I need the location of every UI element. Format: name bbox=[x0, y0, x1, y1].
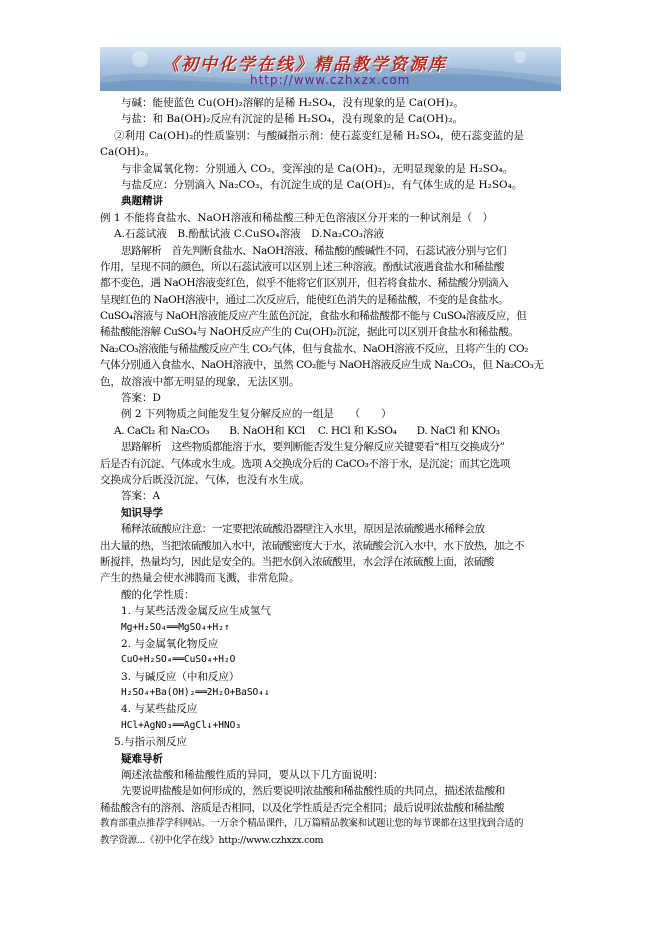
text-line: 稀盐酸含有的溶剂、溶质是否相同，以及化学性质是否完全相同；最后说明浓盐酸和稀盐酸 bbox=[100, 801, 504, 814]
text-line: 思路解析 首先判断食盐水、NaOH溶液、稀盐酸的酸碱性不同，石蕊试液分别与它们 bbox=[121, 244, 507, 257]
footer-line: 教育部重点推荐学科网站。一万余个精品课件，几万篇精品教案和试题让您的每节课都在这里找到合适的 bbox=[100, 818, 524, 830]
question-line: 例 2 下列物质之间能发生复分解反应的一组是 （ ） bbox=[121, 408, 392, 421]
text-line: 后是否有沉淀、气体或水生成。选项 A交换成分后的 CaCO₃不溶于水，是沉淀；而其它选项 bbox=[100, 457, 510, 470]
text-line: ②利用 Ca(OH)₂的性质鉴别：与酸碱指示剂：使石蕊变红是稀 H₂SO₄，使石蕊变蓝的是 bbox=[114, 129, 525, 142]
text-line: 气体分别通入食盐水、NaOH溶液中，虽然 CO₂能与 NaOH溶液反应生成 Na₂CO₃，但 Na₂CO₃无 bbox=[100, 359, 544, 372]
text-line: 先要说明盐酸是如何形成的，然后要说明浓盐酸和稀盐酸性质的共同点，描述浓盐酸和 bbox=[121, 785, 505, 798]
text-line: CuSO₄溶液与 NaOH溶液能反应产生蓝色沉淀，食盐水和稀盐酸都不能与 CuSO₄溶液反应，但 bbox=[100, 310, 527, 323]
text-line: Na₂CO₃溶液能与稀盐酸反应产生 CO₂气体，但与食盐水、NaOH溶液不反应，且将产生的 CO₂ bbox=[100, 342, 528, 355]
text-line: 阐述浓盐酸和稀盐酸性质的异同，要从以下几方面说明： bbox=[121, 769, 384, 782]
list-item: 4. 与某些盐反应 bbox=[121, 703, 198, 716]
banner-url[interactable]: http://www.czhxzx.com bbox=[250, 73, 411, 87]
text-line: 作用，呈现不同的颜色，所以石蕊试液可以区别上述三种溶液。酚酞试液遇食盐水和稀盐酸 bbox=[100, 260, 504, 273]
text-line: 产生的热量会使水沸腾而飞溅，非常危险。 bbox=[100, 572, 300, 585]
list-item: 1. 与某些活泼金属反应生成氢气 bbox=[121, 605, 271, 618]
text-line: 与非金属氧化物：分别通入 CO₂，变浑浊的是 Ca(OH)₂，无明显现象的是 H₂SO₄。 bbox=[121, 162, 514, 175]
footer-line[interactable]: 教学资源...《初中化学在线》http://www.czhxzx.com bbox=[100, 834, 324, 846]
text-line: 与盐反应：分别滴入 Na₂CO₃，有沉淀生成的是 Ca(OH)₂，有气体生成的是 H₂SO₄。 bbox=[121, 178, 523, 191]
equation: H₂SO₄+Ba(OH)₂══2H₂O+BaSO₄↓ bbox=[121, 687, 270, 699]
answer-line: 答案：A bbox=[121, 490, 161, 503]
equation: CuO+H₂SO₄══CuSO₄+H₂O bbox=[121, 654, 236, 666]
choices-line: A. CaCl₂ 和 Na₂CO₃ B. NaOH和 KCl C. HCl 和 K₂SO₄ D. NaCl 和 KNO₃ bbox=[114, 424, 500, 437]
answer-line: 答案：D bbox=[121, 392, 161, 405]
text-line: 都不变色，遇 NaOH溶液变红色，似乎不能将它们区别开，但若将食盐水、稀盐酸分别滴入 bbox=[100, 277, 509, 290]
text-line: 断搅拌，热量均匀，因此是安全的。当把水倒入浓硫酸里，水会浮在浓硫酸上面，浓硫酸 bbox=[100, 555, 494, 568]
question-line: 例 1 不能将食盐水、NaOH溶液和稀盐酸三种无色溶液区分开来的一种试剂是（ ） bbox=[100, 211, 494, 224]
equation: HCl+AgNO₃══AgCl↓+HNO₃ bbox=[121, 719, 242, 731]
list-item: 3. 与碱反应（中和反应） bbox=[121, 670, 240, 683]
text-line: Ca(OH)₂。 bbox=[100, 146, 155, 159]
text-line: 交换成分后既没沉淀、气体，也没有水生成。 bbox=[100, 473, 310, 486]
text-line: 出大量的热，当把浓硫酸加入水中，浓硫酸密度大于水，浓硫酸会沉入水中，水下放热，加之不 bbox=[100, 539, 525, 552]
text-line: 酸的化学性质： bbox=[121, 588, 195, 601]
banner-title: 《初中化学在线》精品教学资源库 bbox=[162, 55, 447, 75]
text-line: 呈现红色的 NaOH溶液中，通过二次反应后，能使红色消失的是稀盐酸，不变的是食盐水。 bbox=[100, 293, 509, 306]
list-item: 5.与指示剂反应 bbox=[114, 736, 188, 749]
list-item: 2. 与金属氧化物反应 bbox=[121, 637, 219, 650]
text-line: 稀盐酸能溶解 CuSO₄与 NaOH反应产生的 Cu(OH)₂沉淀，据此可以区别开食盐水和稀盐酸。 bbox=[100, 326, 519, 339]
text-line: 思路解析 这些物质都能溶于水，要判断能否发生复分解反应关键要看“相互交换成分” bbox=[121, 441, 505, 454]
text-line: 色，故溶液中都无明显的现象，无法区别。 bbox=[100, 375, 300, 388]
choices-line: A.石蕊试液 B.酚酞试液 C.CuSO₄溶液 D.Na₂CO₃溶液 bbox=[114, 228, 385, 241]
equation: Mg+H₂SO₄══MgSO₄+H₂↑ bbox=[121, 621, 230, 633]
section-heading: 疑难导析 bbox=[121, 752, 163, 765]
document-body bbox=[100, 95, 562, 849]
text-line: 与盐：和 Ba(OH)₂反应有沉淀的是稀 H₂SO₄，没有现象的是 Ca(OH)₂。 bbox=[121, 113, 463, 126]
section-heading: 典题精讲 bbox=[121, 195, 163, 208]
site-banner bbox=[100, 47, 561, 91]
text-line: 与碱：能使蓝色 Cu(OH)₂溶解的是稀 H₂SO₄，没有现象的是 Ca(OH)₂。 bbox=[121, 97, 464, 109]
section-heading: 知识导学 bbox=[121, 506, 163, 519]
text-line: 稀释浓硫酸应注意：一定要把浓硫酸沿器壁注入水里，原因是浓硫酸遇水稀释会放 bbox=[121, 523, 485, 536]
